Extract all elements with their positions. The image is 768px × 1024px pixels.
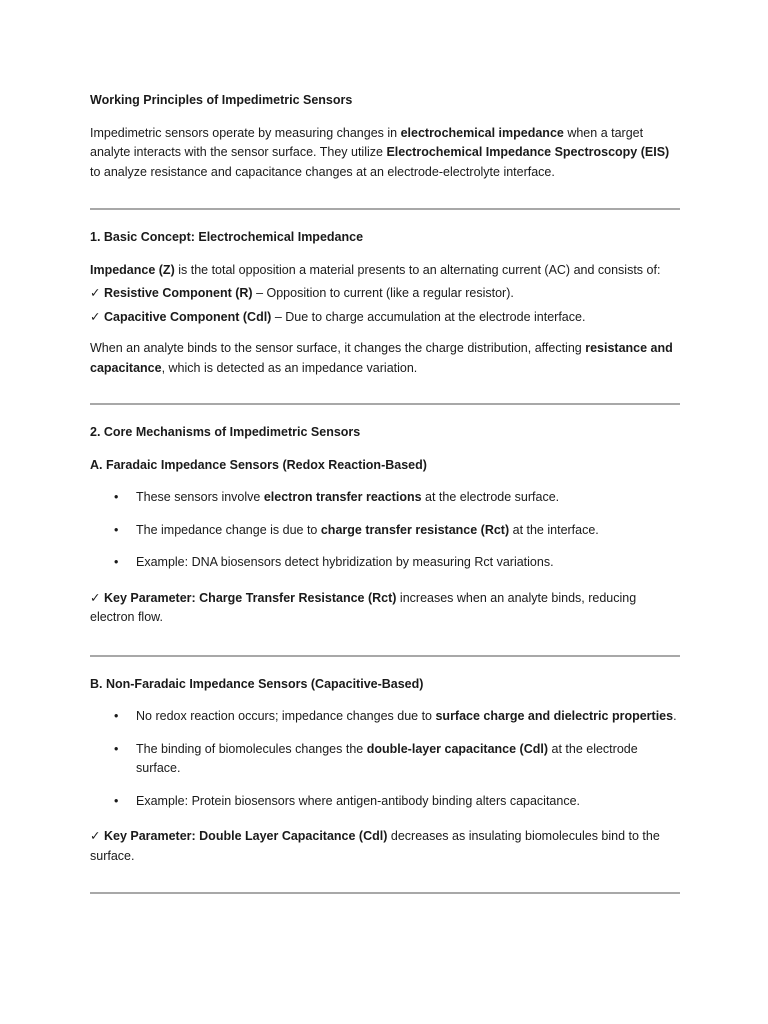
list-item: • The binding of biomolecules changes the double-layer capacitance (Cdl) at the electrode surface.	[114, 741, 638, 775]
check-icon: ✓	[90, 309, 101, 324]
faradaic-key-parameter: ✓ Key Parameter: Charge Transfer Resistance (Rct) increases when an analyte binds, reducing electron flow.	[90, 590, 637, 624]
bullet-icon: •	[114, 741, 119, 756]
non-faradaic-bullet-list	[90, 707, 680, 811]
check-icon: ✓	[90, 829, 101, 843]
document-title: Working Principles of Impedimetric Sensors	[90, 93, 353, 107]
capacitive-component-item: ✓ Capacitive Component (Cdl) – Due to charge accumulation at the electrode interface.	[90, 309, 586, 324]
bullet-icon: •	[114, 522, 119, 537]
impedance-definition: Impedance (Z) is the total opposition a material presents to an alternating current (AC) and consists of:	[90, 262, 661, 277]
bullet-icon: •	[114, 490, 119, 504]
list-item: • The impedance change is due to charge transfer resistance (Rct) at the interface.	[90, 521, 680, 541]
analyte-binding-paragraph: When an analyte binds to the sensor surface, it changes the charge distribution, affecting resistance and capacitance, which is detected as an impedance variation.	[90, 341, 673, 375]
check-icon: ✓	[90, 286, 101, 300]
bullet-icon: •	[114, 793, 119, 808]
section-divider	[90, 208, 680, 210]
subsection-b-heading: B. Non-Faradaic Impedance Sensors (Capacitive-Based)	[90, 676, 424, 691]
bullet-icon: •	[114, 709, 119, 723]
subsection-a-heading: A. Faradaic Impedance Sensors (Redox Reaction-Based)	[90, 457, 427, 472]
intro-paragraph: Impedimetric sensors operate by measuring changes in electrochemical impedance when a target analyte interacts with the sensor surface. They utilize Electrochemical Impedance Spectroscopy (EIS) to analyze resistance and capacitance changes at an electrode-electrolyte interface.	[90, 125, 670, 179]
list-item: • These sensors involve electron transfer reactions at the electrode surface.	[90, 488, 680, 508]
list-item: • Example: Protein biosensors where antigen-antibody binding alters capacitance.	[90, 792, 680, 812]
non-faradaic-key-parameter: ✓ Key Parameter: Double Layer Capacitance (Cdl) decreases as insulating biomolecules bind to the surface.	[90, 829, 660, 863]
list-item: • No redox reaction occurs; impedance changes due to surface charge and dielectric properties.	[90, 707, 680, 727]
section-divider	[90, 655, 680, 657]
section2-heading: 2. Core Mechanisms of Impedimetric Sensors	[90, 425, 361, 439]
bullet-icon: •	[114, 555, 119, 569]
section-divider	[90, 892, 680, 894]
section-divider	[90, 403, 680, 405]
list-item: • Example: DNA biosensors detect hybridization by measuring Rct variations.	[90, 553, 680, 573]
check-icon: ✓	[90, 590, 101, 605]
resistive-component-item: ✓ Resistive Component (R) – Opposition to current (like a regular resistor).	[90, 286, 514, 300]
section1-heading: 1. Basic Concept: Electrochemical Impedance	[90, 230, 364, 244]
faradaic-bullet-list	[90, 488, 680, 573]
document-page	[90, 91, 680, 894]
